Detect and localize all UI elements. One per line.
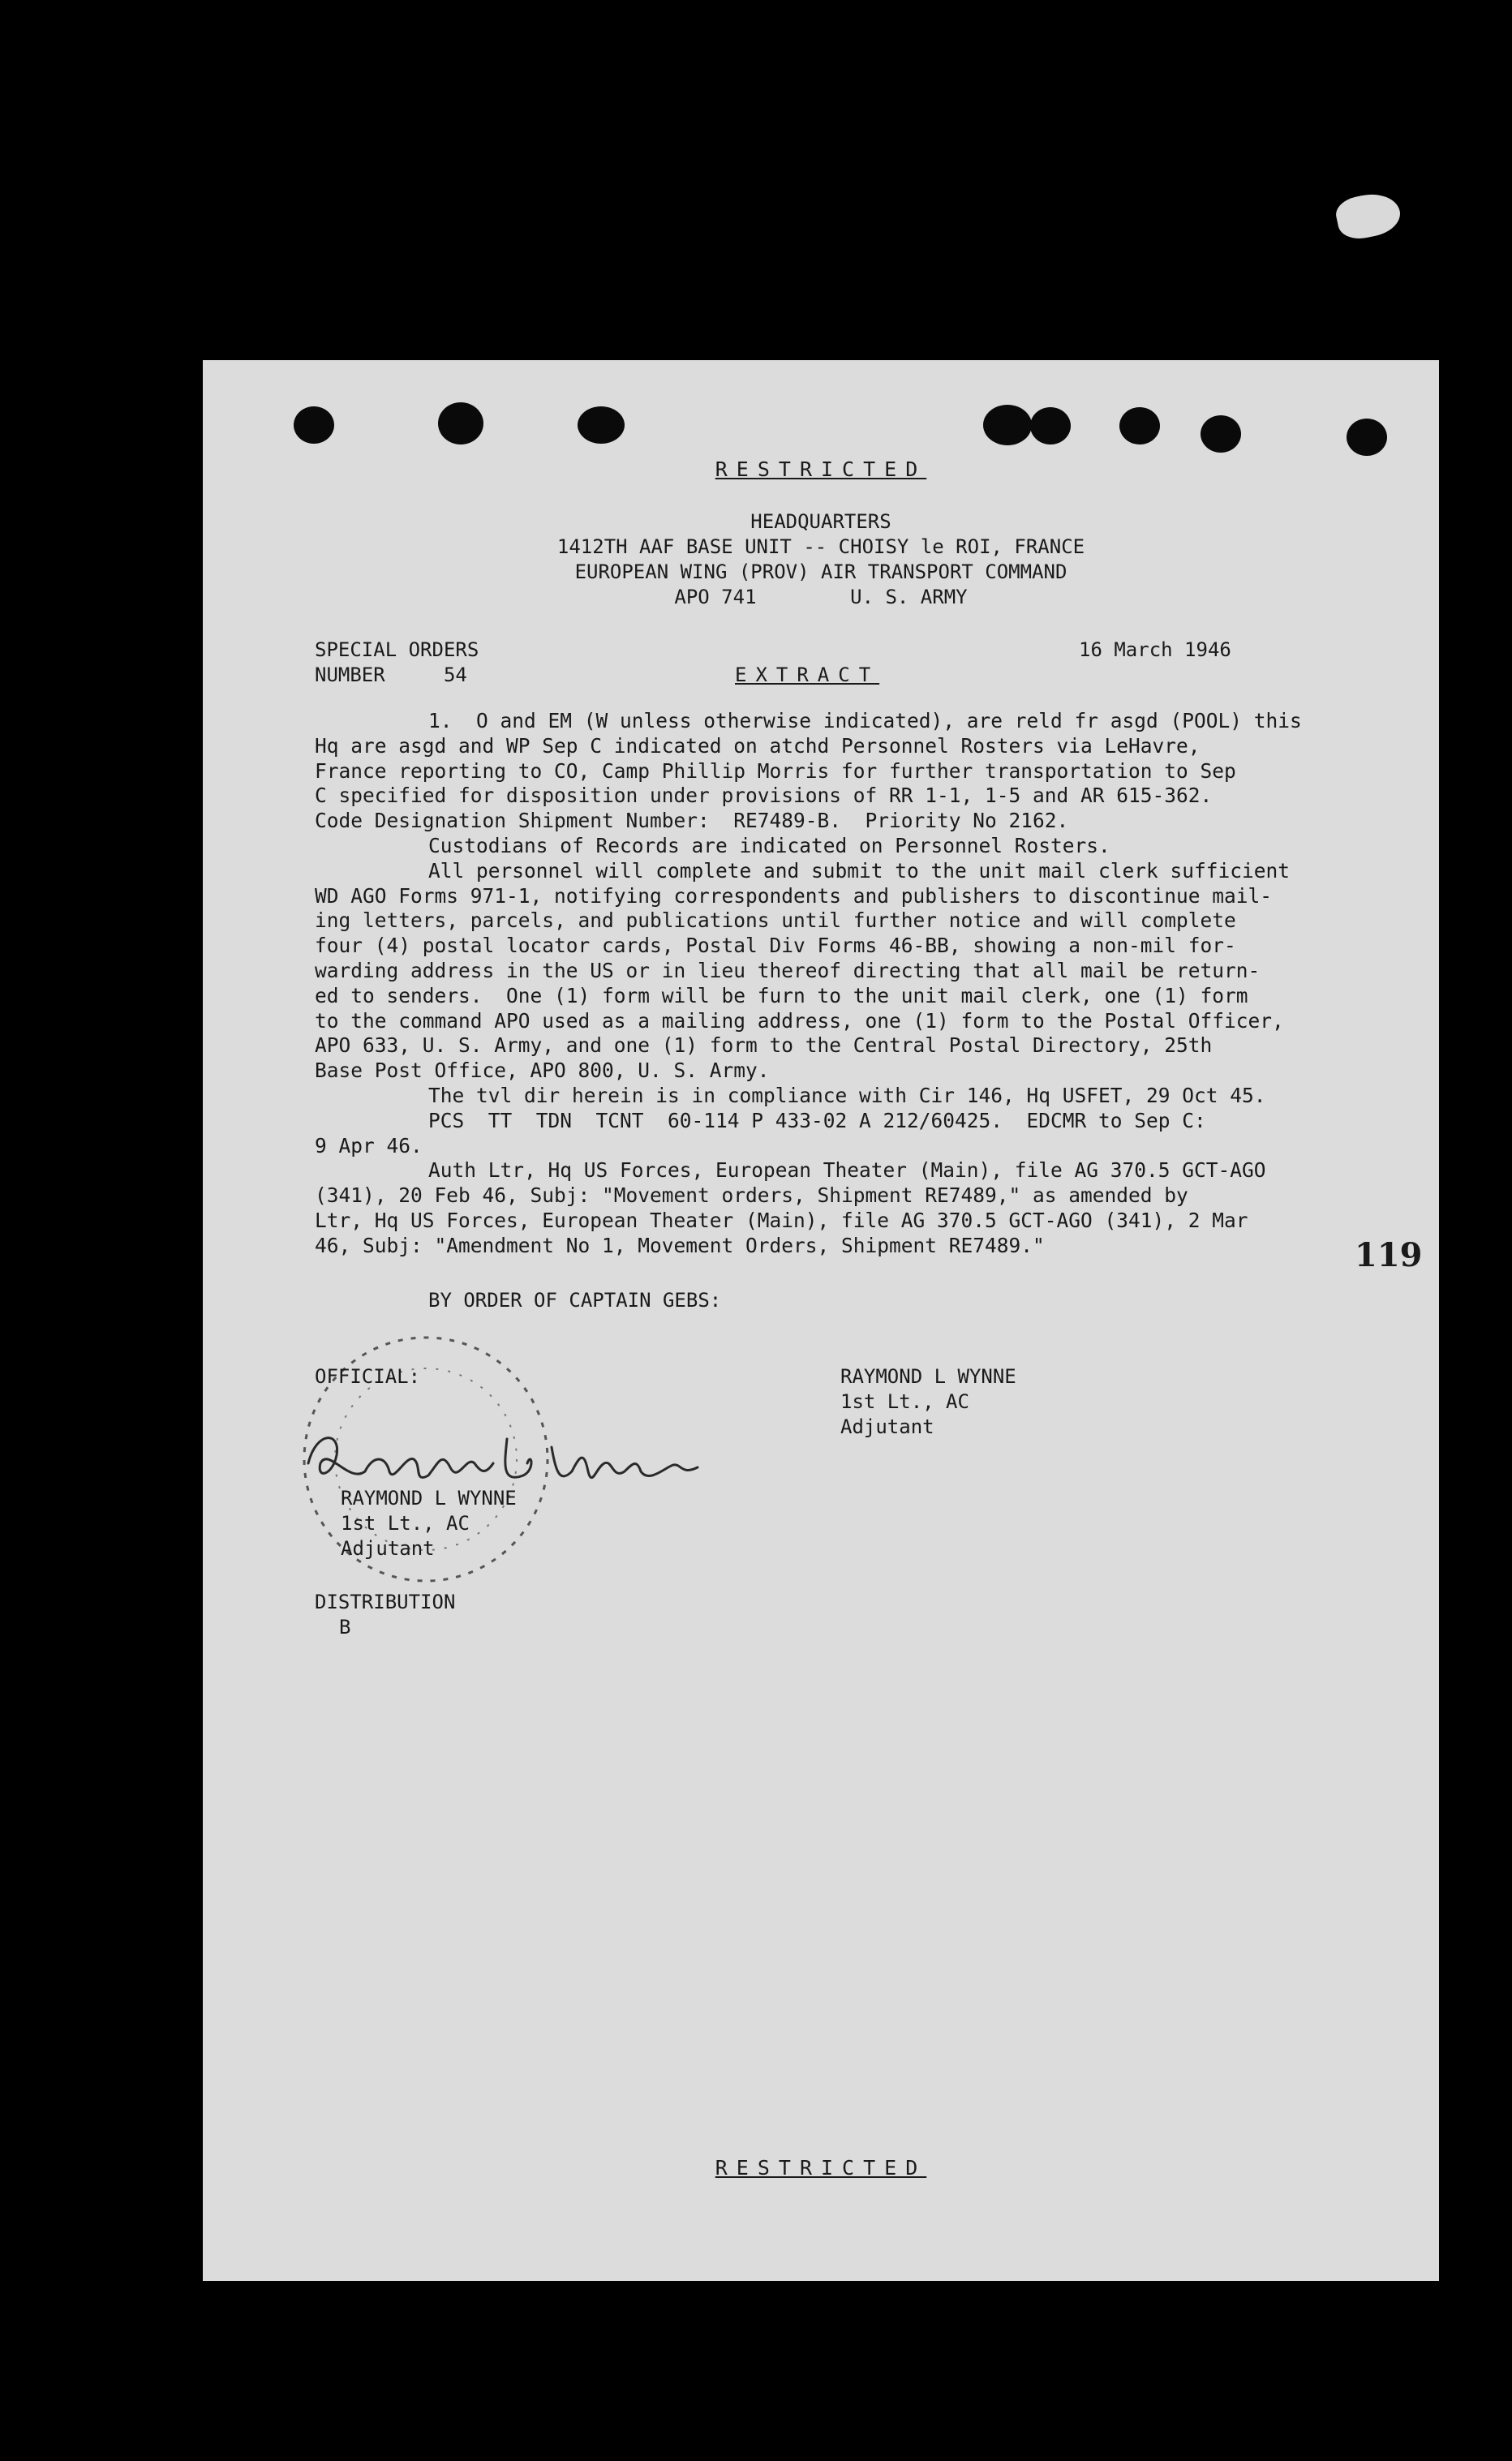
official-name: RAYMOND L WYNNE <box>341 1487 517 1510</box>
classification-top: RESTRICTED <box>715 457 927 481</box>
body-line: ed to senders. One (1) form will be furn to the unit mail clerk, one (1) form <box>315 983 1248 1007</box>
body-line: warding address in the US or in lieu thereof directing that all mail be return- <box>315 958 1261 982</box>
body-line: 9 Apr 46. <box>315 1133 423 1157</box>
scan-artifact <box>1333 188 1403 243</box>
body-line: Base Post Office, APO 800, U. S. Army. <box>315 1059 770 1083</box>
signer-name: RAYMOND L WYNNE <box>840 1365 1016 1388</box>
punch-hole <box>1030 407 1071 445</box>
signer-rank: 1st Lt., AC <box>840 1390 969 1413</box>
body-line: Auth Ltr, Hq US Forces, European Theater (Main), file AG 370.5 GCT-AGO <box>428 1158 1266 1183</box>
body-line: 1. O and EM (W unless otherwise indicated), are reld fr asgd (POOL) this <box>428 709 1302 732</box>
order-date: 16 March 1946 <box>1079 638 1231 661</box>
body-line: The tvl dir herein is in compliance with Cir 146, Hq USFET, 29 Oct 45. <box>428 1083 1266 1107</box>
body-line: All personnel will complete and submit to the unit mail clerk sufficient <box>428 858 1291 883</box>
special-orders-label: SPECIAL ORDERS <box>315 638 479 661</box>
body-line: France reporting to CO, Camp Phillip Morris for further transportation to Sep <box>315 758 1236 783</box>
body-line: PCS TT TDN TCNT 60-114 P 433-02 A 212/60425. EDCMR to Sep C: <box>428 1108 1206 1132</box>
body-line: ing letters, parcels, and publications until further notice and will complete <box>315 908 1236 933</box>
punch-hole <box>438 402 483 445</box>
header-line-1: HEADQUARTERS <box>750 510 891 533</box>
official-rank: 1st Lt., AC <box>341 1512 470 1535</box>
body-line: C specified for disposition under provisions of RR 1-1, 1-5 and AR 615-362. <box>315 784 1213 808</box>
body-line: APO 633, U. S. Army, and one (1) form to the Central Postal Directory, 25th <box>315 1033 1213 1058</box>
distribution-value: B <box>339 1616 351 1639</box>
body-line: Ltr, Hq US Forces, European Theater (Main), file AG 370.5 GCT-AGO (341), 2 Mar <box>315 1208 1248 1232</box>
body-line: Hq are asgd and WP Sep C indicated on atchd Personnel Rosters via LeHavre, <box>315 733 1201 758</box>
body-line: (341), 20 Feb 46, Subj: "Movement orders, Shipment RE7489," as amended by <box>315 1183 1188 1208</box>
header-line-4: APO 741 U. S. ARMY <box>674 586 968 608</box>
body-line: WD AGO Forms 971-1, notifying correspondents and publishers to discontinue mail- <box>315 883 1273 908</box>
distribution-label: DISTRIBUTION <box>315 1591 456 1613</box>
by-order-line: BY ORDER OF CAPTAIN GEBS: <box>428 1289 722 1312</box>
body-line: Custodians of Records are indicated on Personnel Rosters. <box>428 833 1110 857</box>
special-orders-number: NUMBER 54 <box>315 664 467 686</box>
body-line: 46, Subj: "Amendment No 1, Movement Orders, Shipment RE7489." <box>315 1233 1045 1257</box>
punch-hole <box>983 405 1032 445</box>
punch-hole <box>1119 407 1160 445</box>
signer-title: Adjutant <box>840 1415 934 1438</box>
punch-hole <box>1347 419 1387 456</box>
extract-heading: EXTRACT <box>735 664 880 686</box>
classification-bottom: RESTRICTED <box>715 2156 927 2180</box>
official-label: OFFICIAL: <box>315 1365 421 1388</box>
header-line-2: 1412TH AAF BASE UNIT -- CHOISY le ROI, FRANCE <box>556 535 1085 558</box>
body-line: Code Designation Shipment Number: RE7489-B. Priority No 2162. <box>315 809 1069 833</box>
document-page <box>203 360 1439 2281</box>
punch-hole <box>294 406 334 444</box>
official-title: Adjutant <box>341 1537 435 1560</box>
body-line: to the command APO used as a mailing address, one (1) form to the Postal Officer, <box>315 1008 1284 1033</box>
body-line: four (4) postal locator cards, Postal Div Forms 46-BB, showing a non-mil for- <box>315 934 1236 958</box>
header-line-3: EUROPEAN WING (PROV) AIR TRANSPORT COMMAND <box>574 560 1067 583</box>
punch-hole <box>1201 415 1241 453</box>
order-body <box>315 709 1361 1259</box>
page-number: 119 <box>1355 1236 1423 1274</box>
punch-hole <box>578 406 625 444</box>
